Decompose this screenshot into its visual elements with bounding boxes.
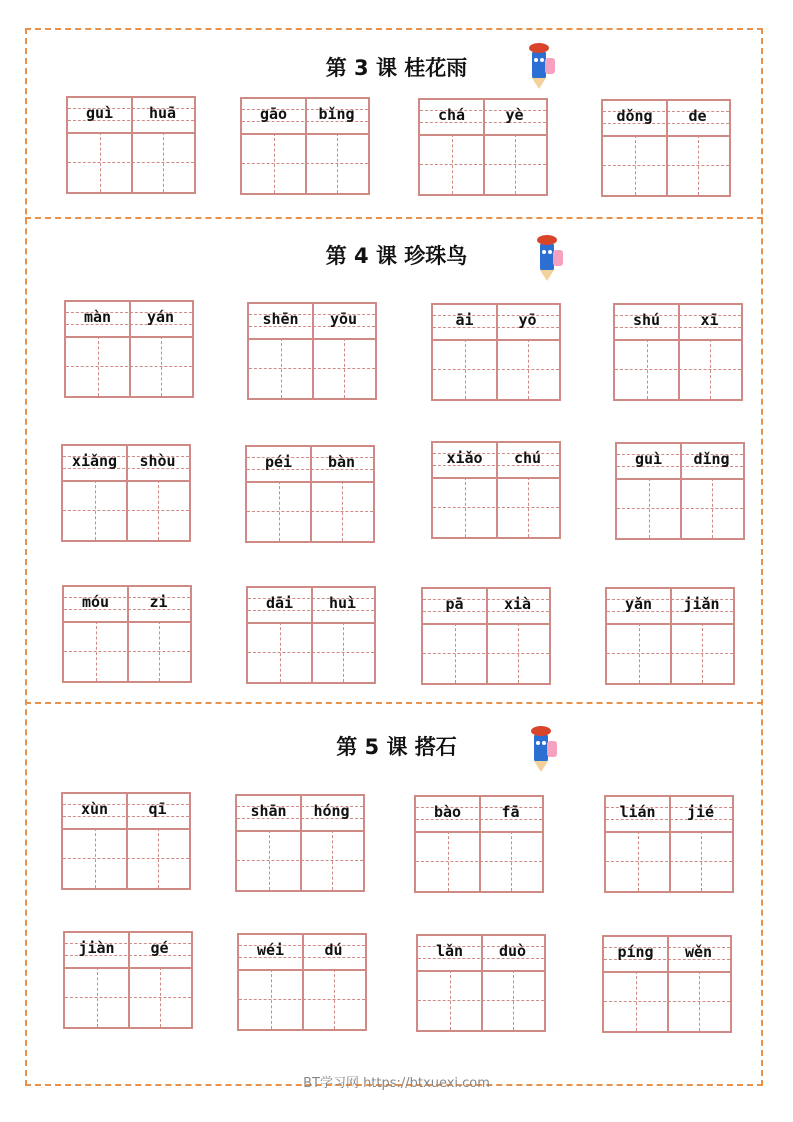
guide-line (604, 1001, 730, 1002)
pencil-mascot-icon (522, 723, 562, 773)
guide-line (158, 480, 159, 540)
pinyin-writing-box (602, 935, 732, 1033)
guide-line (423, 653, 549, 654)
pinyin-writing-box (63, 931, 193, 1029)
guide-line (513, 970, 514, 1030)
pinyin-writing-box (66, 96, 196, 194)
guide-line (269, 830, 270, 890)
pinyin-text: lián (619, 803, 656, 821)
guide-line (334, 969, 335, 1029)
pinyin-text: duò (498, 942, 527, 960)
pinyin-text: màn (83, 308, 112, 326)
pinyin-text: xī (700, 311, 719, 329)
writing-area[interactable] (63, 480, 189, 540)
writing-area[interactable] (64, 621, 190, 681)
pinyin-text: péi (264, 453, 293, 471)
pinyin-text: shān (250, 802, 287, 820)
pinyin-text: yǎn (624, 595, 653, 613)
pinyin-writing-box (604, 795, 734, 893)
guide-line (97, 967, 98, 1027)
guide-line (450, 970, 451, 1030)
writing-area[interactable] (239, 969, 365, 1029)
guide-line (515, 134, 516, 194)
pinyin-writing-box (246, 586, 376, 684)
pinyin-text: āi (455, 311, 474, 329)
guide-line (160, 967, 161, 1027)
guide-line (95, 828, 96, 888)
pinyin-writing-box (235, 794, 365, 892)
pinyin-text: jiǎn (683, 595, 720, 613)
guide-line (237, 860, 363, 861)
pinyin-text: chá (437, 106, 466, 124)
pinyin-writing-box (237, 933, 367, 1031)
guide-line (607, 653, 733, 654)
guide-line (342, 481, 343, 541)
guide-line (271, 969, 272, 1029)
guide-line (343, 622, 344, 682)
guide-line (636, 971, 637, 1031)
guide-line (712, 478, 713, 538)
writing-area[interactable] (242, 133, 368, 193)
writing-area[interactable] (606, 831, 732, 891)
pinyin-text: móu (81, 593, 110, 611)
guide-line (68, 162, 194, 163)
guide-line (433, 507, 559, 508)
pinyin-text: hóng (313, 802, 350, 820)
guide-line (100, 132, 101, 192)
pinyin-text: qī (148, 800, 167, 818)
pinyin-text: shú (632, 311, 661, 329)
pinyin-writing-box (418, 98, 548, 196)
guide-line (280, 622, 281, 682)
pinyin-writing-box (416, 934, 546, 1032)
pinyin-text: yō (518, 311, 537, 329)
pinyin-writing-box (421, 587, 551, 685)
guide-line (701, 831, 702, 891)
pinyin-text: bào (433, 803, 462, 821)
guide-line (274, 133, 275, 193)
pinyin-writing-box (431, 303, 561, 401)
guide-line (242, 163, 368, 164)
footer-watermark: BT学习网 https://btxuexi.com (303, 1076, 490, 1091)
guide-line (635, 135, 636, 195)
guide-line (698, 135, 699, 195)
writing-area[interactable] (237, 830, 363, 890)
pinyin-text: gé (150, 939, 169, 957)
guide-line (699, 971, 700, 1031)
pinyin-text: shēn (262, 310, 299, 328)
writing-area[interactable] (68, 132, 194, 192)
guide-line (511, 831, 512, 891)
pinyin-text: huā (148, 104, 177, 122)
pinyin-text: xiǎo (446, 449, 483, 467)
guide-line (528, 477, 529, 537)
guide-line (518, 623, 519, 683)
lesson-title: 第 4 课 珍珠鸟 (325, 244, 468, 268)
pinyin-writing-box (615, 442, 745, 540)
guide-line (95, 480, 96, 540)
writing-area[interactable] (420, 134, 546, 194)
guide-line (66, 366, 192, 367)
pinyin-text: de (688, 107, 707, 125)
guide-line (452, 134, 453, 194)
guide-line (638, 831, 639, 891)
pinyin-text: wéi (256, 941, 285, 959)
writing-area[interactable] (615, 339, 741, 399)
pinyin-text: zi (149, 593, 168, 611)
pinyin-writing-box (247, 302, 377, 400)
pinyin-writing-box (613, 303, 743, 401)
writing-area[interactable] (423, 623, 549, 683)
guide-line (332, 830, 333, 890)
section-divider (25, 217, 763, 219)
guide-line (247, 511, 373, 512)
writing-area[interactable] (433, 477, 559, 537)
guide-line (163, 132, 164, 192)
guide-line (649, 478, 650, 538)
guide-line (158, 828, 159, 888)
pinyin-text: jié (686, 803, 715, 821)
pinyin-text: wěn (684, 943, 713, 961)
pinyin-text: huì (328, 594, 357, 612)
pinyin-writing-box (61, 792, 191, 890)
writing-area[interactable] (604, 971, 730, 1031)
lesson-title: 第 5 课 搭石 (336, 735, 457, 759)
guide-line (433, 369, 559, 370)
guide-line (344, 338, 345, 398)
guide-line (603, 165, 729, 166)
guide-line (416, 861, 542, 862)
guide-line (617, 508, 743, 509)
pinyin-text: xià (503, 595, 532, 613)
writing-area[interactable] (66, 336, 192, 396)
writing-area[interactable] (65, 967, 191, 1027)
pinyin-writing-box (240, 97, 370, 195)
pinyin-writing-box (64, 300, 194, 398)
pinyin-text: yōu (329, 310, 358, 328)
pinyin-text: dǒng (616, 107, 653, 125)
guide-line (98, 336, 99, 396)
guide-line (448, 831, 449, 891)
guide-line (64, 651, 190, 652)
pinyin-text: chú (513, 449, 542, 467)
pinyin-text: jiàn (78, 939, 115, 957)
pinyin-text: xiǎng (71, 452, 118, 470)
guide-line (710, 339, 711, 399)
guide-line (239, 999, 365, 1000)
lesson-title: 第 3 课 桂花雨 (325, 56, 468, 80)
pinyin-text: bǐng (318, 105, 355, 123)
guide-line (63, 510, 189, 511)
pinyin-writing-box (61, 444, 191, 542)
guide-line (606, 861, 732, 862)
writing-area[interactable] (603, 135, 729, 195)
pinyin-text: dǐng (693, 450, 730, 468)
guide-line (455, 623, 456, 683)
guide-line (279, 481, 280, 541)
pinyin-writing-box (245, 445, 375, 543)
writing-area[interactable] (416, 831, 542, 891)
writing-area[interactable] (433, 339, 559, 399)
guide-line (161, 336, 162, 396)
pinyin-text: guì (85, 104, 114, 122)
pinyin-text: yán (146, 308, 175, 326)
pinyin-text: dú (324, 941, 343, 959)
writing-area[interactable] (617, 478, 743, 538)
pinyin-text: dāi (265, 594, 294, 612)
guide-line (465, 477, 466, 537)
guide-line (249, 368, 375, 369)
guide-line (420, 164, 546, 165)
guide-line (65, 997, 191, 998)
pinyin-text: píng (617, 943, 654, 961)
guide-line (615, 369, 741, 370)
guide-line (337, 133, 338, 193)
guide-line (465, 339, 466, 399)
pinyin-text: gāo (259, 105, 288, 123)
pinyin-text: pā (445, 595, 464, 613)
guide-line (702, 623, 703, 683)
guide-line (248, 652, 374, 653)
writing-area[interactable] (607, 623, 733, 683)
pinyin-writing-box (62, 585, 192, 683)
pinyin-text: bàn (327, 453, 356, 471)
writing-area[interactable] (248, 622, 374, 682)
pinyin-writing-box (414, 795, 544, 893)
pinyin-writing-box (601, 99, 731, 197)
pinyin-writing-box (431, 441, 561, 539)
guide-line (647, 339, 648, 399)
guide-line (528, 339, 529, 399)
pinyin-text: xùn (80, 800, 109, 818)
writing-area[interactable] (418, 970, 544, 1030)
guide-line (281, 338, 282, 398)
pinyin-text: fā (501, 803, 520, 821)
pinyin-text: shòu (139, 452, 176, 470)
writing-area[interactable] (63, 828, 189, 888)
pinyin-text: lǎn (435, 942, 464, 960)
pencil-mascot-icon (528, 232, 568, 282)
section-divider (25, 702, 763, 704)
guide-line (639, 623, 640, 683)
guide-line (418, 1000, 544, 1001)
writing-area[interactable] (247, 481, 373, 541)
pinyin-text: guì (634, 450, 663, 468)
guide-line (96, 621, 97, 681)
guide-line (159, 621, 160, 681)
writing-area[interactable] (249, 338, 375, 398)
pinyin-writing-box (605, 587, 735, 685)
guide-line (63, 858, 189, 859)
pinyin-text: yè (505, 106, 524, 124)
pencil-mascot-icon (520, 40, 560, 90)
